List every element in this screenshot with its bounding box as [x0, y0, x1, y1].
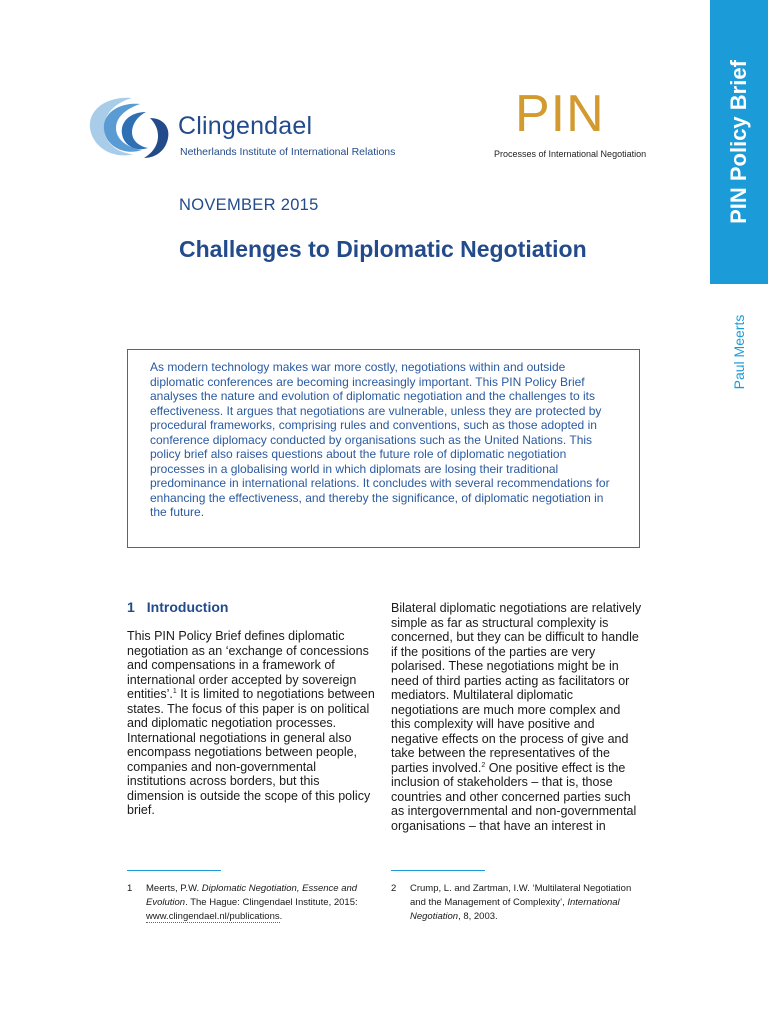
footnote-ref-2[interactable]: 2	[481, 761, 486, 769]
body-column-right	[391, 601, 643, 833]
pin-logo: PIN	[515, 85, 605, 143]
footnote-rule-left	[127, 870, 221, 871]
footnote-2-journal: International Negotiation	[410, 897, 620, 922]
footnote-2-citation: Crump, L. and Zartman, I.W. ‘Multilateral Negotiation and the Management of Complexity’,	[410, 883, 632, 908]
side-tab	[710, 0, 768, 284]
abstract-text: As modern technology makes war more costly, negotiations within and outside diplomatic conferences are becoming increasingly important. This PIN Policy Brief analyses the nature and evolution of diplomatic negotiation and the challenges to its effectiveness. It argues that negotiations are vulnerable, unless they are protected by procedural frameworks, comprising rules and conventions, such as those adopted in conference diplomacy conducted by organisations such as the United Nations. This policy brief also raises questions about the future role of diplomatic negotiation processes in a globalising world in which diplomats are losing their traditional predominance in international relations. It concludes with several recommendations for enhancing the effectiveness, and thereby the significance, of diplomatic negotiation in the future.	[150, 360, 610, 519]
footnote-2-end: , 8, 2003.	[458, 911, 498, 922]
col1-text-b: It is limited to negotiations between states. The focus of this paper is on political and diplomatic negotiation processes. International negotiations in general also encompass negotiations between people, companies and non-governmental institutions across borders, but this dimension is outside the scope of this policy brief.	[127, 687, 375, 817]
body-column-left	[127, 629, 375, 818]
page-title: Challenges to Diplomatic Negotiation	[179, 236, 587, 262]
publication-date: NOVEMBER 2015	[179, 196, 319, 214]
footnote-1-text	[146, 882, 386, 924]
author-name: Paul Meerts	[731, 314, 747, 390]
clingendael-subtitle: Netherlands Institute of International Relations	[180, 146, 396, 158]
clingendael-name: Clingendael	[178, 112, 313, 140]
clingendael-logo-icon	[84, 94, 174, 164]
abstract-box	[127, 349, 640, 548]
col2-text-b: One positive effect is the inclusion of stakeholders – that is, those countries and other concerned parties such as intergovernmental and non-governmental organisations – that have an interest in	[391, 760, 637, 833]
pin-subtitle: Processes of International Negotiation	[494, 149, 647, 159]
footnote-1-number: 1	[127, 883, 133, 894]
footnote-1-end: .	[279, 911, 283, 922]
footnote-2-text	[410, 882, 642, 924]
col1-text-a: This PIN Policy Brief defines diplomatic negotiation as an ‘exchange of concessions and compensations in a framework of international order accepted by sovereign entities’.	[127, 629, 369, 701]
section-number: 1	[127, 599, 135, 615]
col2-text-a: Bilateral diplomatic negotiations are relatively simple as far as structural complexity is concerned, but they can be difficult to handle if the positions of the parties are very polarised. These negotiations might be in need of third parties acting as facilitators or mediators. Multilateral diplomatic negotiations are much more complex and this complexity will have positive and negative effects on the process of give and take between the representatives of the parties involved.	[391, 601, 642, 775]
side-tab-label: PIN Policy Brief	[726, 60, 751, 224]
section-title: Introduction	[146, 599, 229, 615]
footnote-1-rest: . The Hague: Clingendael Institute, 2015:	[185, 897, 358, 908]
footnote-2-number: 2	[391, 883, 397, 894]
section-heading	[127, 599, 228, 615]
footnote-ref-1[interactable]: 1	[172, 687, 177, 695]
footnote-rule-right	[391, 870, 485, 871]
footnote-1-author: Meerts, P.W.	[146, 883, 202, 894]
footnote-1-link[interactable]: www.clingendael.nl/publications	[146, 911, 280, 922]
footnote-1-book: Diplomatic Negotiation, Essence and Evolution	[146, 883, 358, 908]
